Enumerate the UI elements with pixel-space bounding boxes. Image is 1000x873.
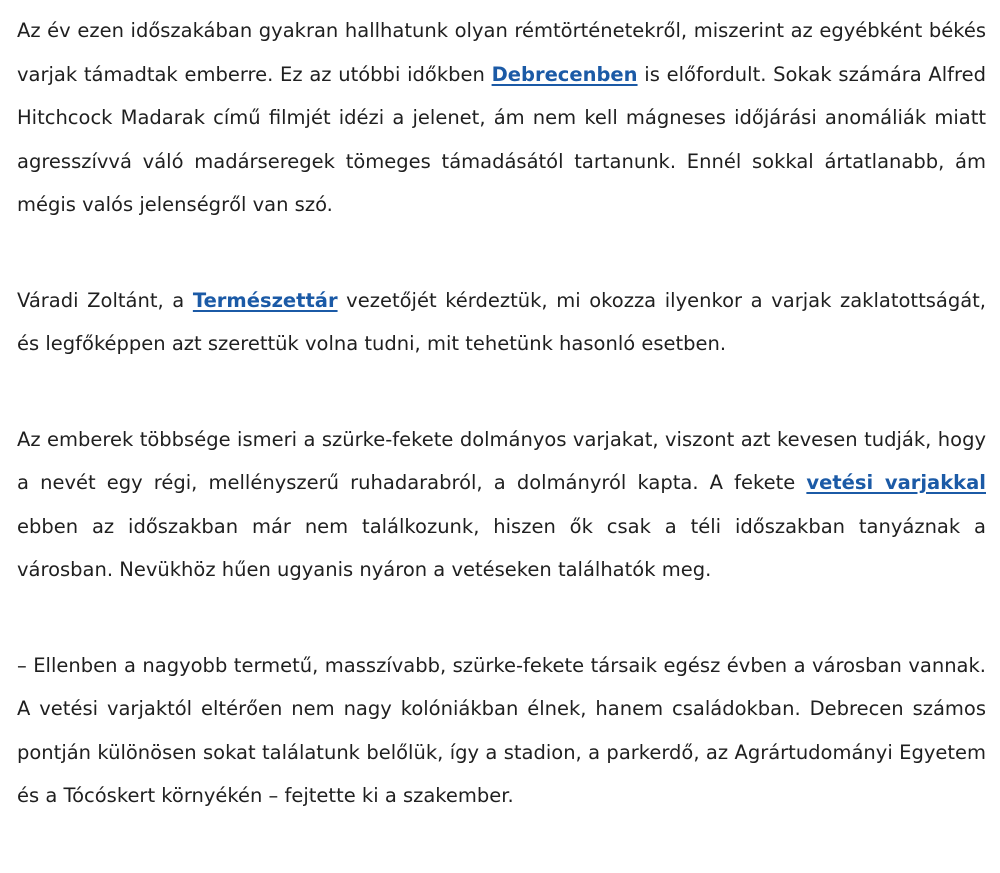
paragraph-1-text-before: Az év ezen időszakában gyakran hallhatunk olyan rémtörténetekről, miszerint az egyébként békés varjak támadtak emberre. Ez az utóbbi időkben bbox=[17, 19, 986, 86]
link-vetesi-varjakkal[interactable]: vetési varjakkal bbox=[806, 471, 986, 494]
paragraph-2 bbox=[17, 279, 986, 366]
paragraph-4: – Ellenben a nagyobb termetű, masszívabb, szürke-fekete társaik egész évben a városban vannak. A vetési varjaktól eltérően nem nagy kolóniákban élnek, hanem családokban. Debrecen számos pontján különösen sokat találatunk belőlük, így a stadion, a parkerdő, az Agrártudományi Egyetem és a Tócóskert környékén – fejtette ki a szakember. bbox=[17, 653, 986, 807]
paragraph-2-text-before: Váradi Zoltánt, a bbox=[17, 288, 193, 312]
link-debrecenben[interactable]: Debrecenben bbox=[491, 62, 638, 86]
paragraph-1 bbox=[17, 9, 986, 227]
paragraph-1-text-after: is előfordult. Sokak számára Alfred Hitchcock Madarak című filmjét idézi a jelenet, ám nem kell mágneses időjárási anomáliák miatt agresszívvá váló madárseregek tömeges támadásától tartanunk. Ennél sokkal ártatlanabb, ám mégis valós jelenségről van szó. bbox=[17, 62, 986, 216]
paragraph-3-text-after: ebben az időszakban már nem találkozunk, hiszen ők csak a téli időszakban tanyáznak a városban. Nevükhöz hűen ugyanis nyáron a vetéseken találhatók meg. bbox=[17, 514, 986, 581]
paragraph-3-text-before: Az emberek többsége ismeri a szürke-fekete dolmányos varjakat, viszont azt kevesen tudják, hogy a nevét egy régi, mellényszerű ruhadarabról, a dolmányról kapta. A fekete bbox=[17, 427, 986, 494]
link-termeszettar[interactable]: Természettár bbox=[192, 288, 338, 312]
paragraph-2-text-after: vezetőjét kérdeztük, mi okozza ilyenkor a varjak zaklatottságát, és legfőképpen azt szerettük volna tudni, mit tehetünk hasonló esetben. bbox=[17, 288, 986, 355]
paragraph-3 bbox=[17, 418, 986, 592]
